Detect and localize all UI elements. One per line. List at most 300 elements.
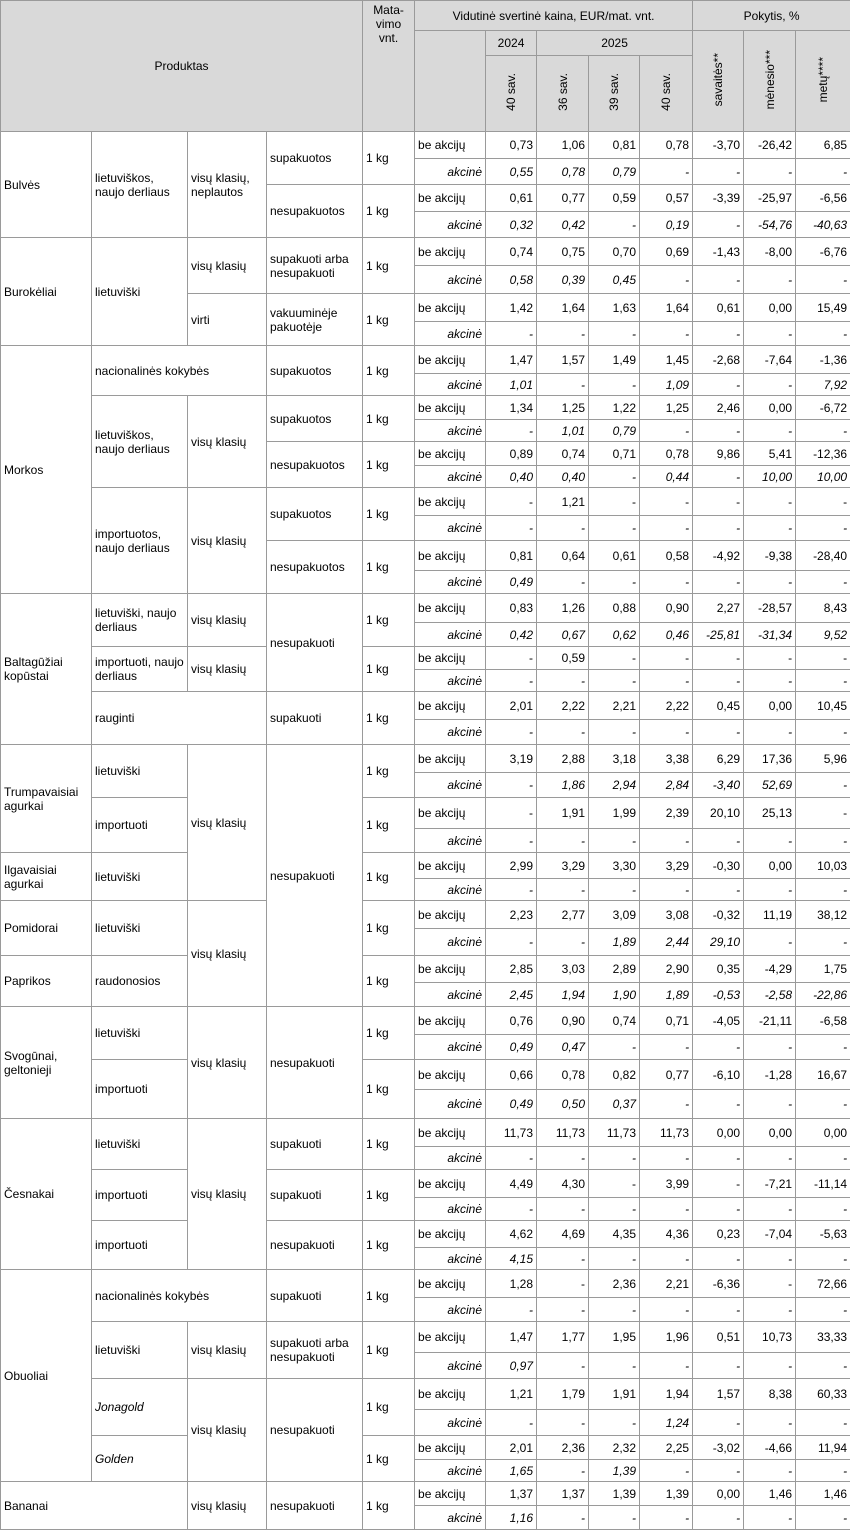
value-cell: -2,58: [744, 983, 796, 1007]
value-cell: -4,66: [744, 1436, 796, 1460]
value-cell: 3,03: [537, 956, 589, 983]
header-blank: [415, 31, 486, 132]
price-type: akcinė: [415, 1460, 486, 1482]
value-cell: 1,39: [640, 1482, 693, 1506]
table-row: [1, 1007, 850, 1035]
value-cell: 0,37: [589, 1090, 640, 1119]
value-cell: -: [796, 1147, 850, 1170]
table-row: [1, 853, 850, 879]
value-cell: -: [537, 1460, 589, 1482]
value-cell: 1,24: [640, 1410, 693, 1436]
table-body: [1, 132, 850, 1530]
row-label: Golden: [92, 1436, 188, 1482]
value-cell: 1,89: [640, 983, 693, 1007]
row-label: visų klasių: [188, 238, 267, 294]
value-cell: -4,05: [693, 1007, 744, 1035]
value-cell: 0,58: [640, 541, 693, 571]
value-cell: -: [486, 929, 537, 956]
header-pokytis: Pokytis, %: [693, 1, 850, 31]
value-cell: -: [640, 1298, 693, 1322]
value-cell: 2,84: [640, 773, 693, 798]
value-cell: -: [744, 1090, 796, 1119]
value-cell: -: [693, 488, 744, 516]
value-cell: -: [796, 1035, 850, 1060]
value-cell: 0,00: [744, 692, 796, 720]
row-label: supakuoti: [267, 1170, 363, 1221]
price-type: be akcijų: [415, 745, 486, 773]
value-cell: -4,29: [744, 956, 796, 983]
value-cell: 2,21: [589, 692, 640, 720]
value-cell: 17,36: [744, 745, 796, 773]
value-cell: -0,32: [693, 901, 744, 929]
value-cell: 2,23: [486, 901, 537, 929]
price-type: be akcijų: [415, 1060, 486, 1090]
value-cell: 1,91: [537, 798, 589, 829]
value-cell: 11,73: [486, 1119, 537, 1147]
unit-cell: 1 kg: [363, 594, 415, 647]
value-cell: -: [537, 1198, 589, 1221]
value-cell: -: [796, 322, 850, 346]
value-cell: 2,22: [640, 692, 693, 720]
value-cell: -6,58: [796, 1007, 850, 1035]
value-cell: 0,75: [537, 238, 589, 266]
value-cell: 2,32: [589, 1436, 640, 1460]
value-cell: 1,42: [486, 294, 537, 322]
value-cell: 2,89: [589, 956, 640, 983]
value-cell: -0,30: [693, 853, 744, 879]
value-cell: -: [693, 1460, 744, 1482]
value-cell: -7,04: [744, 1221, 796, 1248]
row-label: Jonagold: [92, 1379, 188, 1436]
table-row: [1, 1060, 850, 1090]
value-cell: -: [537, 879, 589, 901]
price-type: akcinė: [415, 1298, 486, 1322]
value-cell: -: [537, 1147, 589, 1170]
value-cell: -: [744, 488, 796, 516]
value-cell: 3,19: [486, 745, 537, 773]
table-row: [1, 798, 850, 829]
value-cell: 5,41: [744, 442, 796, 466]
price-type: akcinė: [415, 720, 486, 745]
price-type: akcinė: [415, 670, 486, 692]
value-cell: 0,00: [693, 1482, 744, 1506]
value-cell: -54,76: [744, 212, 796, 238]
value-cell: -1,28: [744, 1060, 796, 1090]
value-cell: -3,02: [693, 1436, 744, 1460]
value-cell: -: [486, 1298, 537, 1322]
value-cell: 1,96: [640, 1322, 693, 1353]
header-week-36: 36 sav.: [537, 56, 589, 132]
value-cell: -: [486, 773, 537, 798]
value-cell: 1,64: [537, 294, 589, 322]
value-cell: 16,67: [796, 1060, 850, 1090]
value-cell: 0,42: [486, 623, 537, 647]
value-cell: 1,46: [796, 1482, 850, 1506]
value-cell: -: [589, 1147, 640, 1170]
value-cell: -: [693, 159, 744, 185]
value-cell: 0,76: [486, 1007, 537, 1035]
value-cell: -2,68: [693, 346, 744, 374]
value-cell: -: [537, 571, 589, 594]
value-cell: 10,03: [796, 853, 850, 879]
value-cell: 0,49: [486, 571, 537, 594]
header-week-40-2024: 40 sav.: [486, 56, 537, 132]
value-cell: -: [537, 1410, 589, 1436]
row-label: lietuviški, naujo derliaus: [92, 594, 188, 647]
price-type: akcinė: [415, 983, 486, 1007]
value-cell: 0,32: [486, 212, 537, 238]
price-type: be akcijų: [415, 692, 486, 720]
row-label: nesupakuotos: [267, 541, 363, 594]
row-label: Bulvės: [1, 132, 92, 238]
value-cell: 0,58: [486, 266, 537, 294]
value-cell: 0,00: [796, 1119, 850, 1147]
table-row: [1, 901, 850, 929]
value-cell: -3,40: [693, 773, 744, 798]
value-cell: 3,38: [640, 745, 693, 773]
value-cell: -: [744, 516, 796, 541]
value-cell: -: [589, 212, 640, 238]
row-label: lietuviški: [92, 745, 188, 798]
value-cell: 9,86: [693, 442, 744, 466]
price-type: akcinė: [415, 374, 486, 396]
price-type: be akcijų: [415, 1436, 486, 1460]
price-type: akcinė: [415, 929, 486, 956]
price-type: akcinė: [415, 829, 486, 853]
header-week-39: 39 sav.: [589, 56, 640, 132]
value-cell: -: [589, 1170, 640, 1198]
value-cell: -: [693, 420, 744, 442]
value-cell: 4,36: [640, 1221, 693, 1248]
value-cell: -: [796, 1460, 850, 1482]
value-cell: -: [744, 929, 796, 956]
value-cell: 29,10: [693, 929, 744, 956]
value-cell: 11,73: [589, 1119, 640, 1147]
value-cell: -: [537, 516, 589, 541]
price-type: be akcijų: [415, 647, 486, 670]
value-cell: -: [537, 720, 589, 745]
row-label: nacionalinės kokybės: [92, 346, 267, 396]
value-cell: -: [796, 670, 850, 692]
value-cell: -5,63: [796, 1221, 850, 1248]
value-cell: -: [537, 1506, 589, 1530]
value-cell: -: [640, 1353, 693, 1379]
value-cell: -: [796, 1410, 850, 1436]
value-cell: 0,00: [744, 1119, 796, 1147]
value-cell: 2,90: [640, 956, 693, 983]
value-cell: 1,21: [486, 1379, 537, 1410]
value-cell: 0,78: [537, 1060, 589, 1090]
value-cell: -: [796, 1506, 850, 1530]
row-label: visų klasių: [188, 1119, 267, 1270]
value-cell: -: [486, 516, 537, 541]
value-cell: -: [744, 1198, 796, 1221]
row-label: nesupakuoti: [267, 1379, 363, 1482]
value-cell: -: [744, 374, 796, 396]
unit-cell: 1 kg: [363, 692, 415, 745]
value-cell: 3,09: [589, 901, 640, 929]
value-cell: 1,47: [486, 1322, 537, 1353]
value-cell: 33,33: [796, 1322, 850, 1353]
value-cell: 0,00: [744, 853, 796, 879]
value-cell: -: [589, 1353, 640, 1379]
table-row: [1, 396, 850, 420]
unit-cell: 1 kg: [363, 1119, 415, 1170]
value-cell: 0,59: [537, 647, 589, 670]
value-cell: 10,00: [744, 466, 796, 488]
value-cell: -: [537, 322, 589, 346]
value-cell: 0,97: [486, 1353, 537, 1379]
value-cell: -0,53: [693, 983, 744, 1007]
value-cell: 1,79: [537, 1379, 589, 1410]
value-cell: 1,94: [640, 1379, 693, 1410]
value-cell: -: [796, 1298, 850, 1322]
value-cell: 0,61: [589, 541, 640, 571]
value-cell: -: [640, 1248, 693, 1270]
header-matavimo: Mata-vimo vnt.: [363, 1, 415, 132]
table-header: [1, 1, 850, 132]
value-cell: -: [537, 1353, 589, 1379]
value-cell: 1,28: [486, 1270, 537, 1298]
value-cell: 0,50: [537, 1090, 589, 1119]
value-cell: -: [693, 1198, 744, 1221]
value-cell: -: [486, 879, 537, 901]
value-cell: 0,23: [693, 1221, 744, 1248]
value-cell: 2,01: [486, 1436, 537, 1460]
value-cell: -: [589, 720, 640, 745]
value-cell: 1,63: [589, 294, 640, 322]
value-cell: 10,00: [796, 466, 850, 488]
value-cell: 1,89: [589, 929, 640, 956]
value-cell: -: [486, 1147, 537, 1170]
unit-cell: 1 kg: [363, 541, 415, 594]
value-cell: -: [744, 266, 796, 294]
value-cell: 0,62: [589, 623, 640, 647]
price-type: akcinė: [415, 516, 486, 541]
value-cell: -6,56: [796, 185, 850, 212]
value-cell: 1,39: [589, 1460, 640, 1482]
value-cell: 0,78: [640, 132, 693, 159]
value-cell: 60,33: [796, 1379, 850, 1410]
table-row: [1, 1379, 850, 1410]
value-cell: 3,29: [640, 853, 693, 879]
value-cell: -: [589, 879, 640, 901]
table-row: [1, 647, 850, 670]
value-cell: 8,38: [744, 1379, 796, 1410]
price-type: be akcijų: [415, 132, 486, 159]
value-cell: 0,45: [693, 692, 744, 720]
value-cell: -: [693, 1248, 744, 1270]
value-cell: -: [796, 1090, 850, 1119]
value-cell: 0,74: [589, 1007, 640, 1035]
unit-cell: 1 kg: [363, 238, 415, 294]
value-cell: -: [693, 1090, 744, 1119]
price-type: akcinė: [415, 159, 486, 185]
value-cell: -: [537, 1298, 589, 1322]
unit-cell: 1 kg: [363, 1436, 415, 1482]
row-label: visų klasių: [188, 1482, 267, 1530]
value-cell: 3,30: [589, 853, 640, 879]
value-cell: 1,01: [486, 374, 537, 396]
price-type: akcinė: [415, 1248, 486, 1270]
value-cell: -28,40: [796, 541, 850, 571]
row-label: importuoti: [92, 1060, 188, 1119]
value-cell: 2,36: [537, 1436, 589, 1460]
value-cell: 1,99: [589, 798, 640, 829]
value-cell: -6,72: [796, 396, 850, 420]
value-cell: -: [589, 1248, 640, 1270]
value-cell: -26,42: [744, 132, 796, 159]
price-type: akcinė: [415, 466, 486, 488]
value-cell: -: [640, 1460, 693, 1482]
row-label: lietuviškos, naujo derliaus: [92, 396, 188, 488]
value-cell: 2,01: [486, 692, 537, 720]
value-cell: 0,90: [537, 1007, 589, 1035]
row-label: importuoti: [92, 798, 188, 853]
row-label: supakuotos: [267, 346, 363, 396]
value-cell: -6,10: [693, 1060, 744, 1090]
value-cell: 0,88: [589, 594, 640, 623]
value-cell: 1,64: [640, 294, 693, 322]
price-type: be akcijų: [415, 294, 486, 322]
table-row: [1, 1436, 850, 1460]
value-cell: 1,75: [796, 956, 850, 983]
unit-cell: 1 kg: [363, 1482, 415, 1530]
table-row: [1, 1482, 850, 1506]
row-label: importuoti: [92, 1221, 188, 1270]
value-cell: 0,42: [537, 212, 589, 238]
value-cell: 1,39: [589, 1482, 640, 1506]
price-type: akcinė: [415, 212, 486, 238]
value-cell: -: [744, 1460, 796, 1482]
value-cell: 4,62: [486, 1221, 537, 1248]
value-cell: -: [744, 322, 796, 346]
value-cell: 1,65: [486, 1460, 537, 1482]
value-cell: -: [693, 1506, 744, 1530]
row-label: visų klasių: [188, 488, 267, 594]
value-cell: -: [589, 1198, 640, 1221]
value-cell: -: [796, 773, 850, 798]
row-label: Česnakai: [1, 1119, 92, 1270]
price-type: be akcijų: [415, 185, 486, 212]
value-cell: 0,00: [744, 396, 796, 420]
row-label: vakuuminėje pakuotėje: [267, 294, 363, 346]
value-cell: -: [744, 670, 796, 692]
value-cell: -: [589, 647, 640, 670]
row-label: visų klasių: [188, 647, 267, 692]
value-cell: -: [640, 1090, 693, 1119]
value-cell: -: [640, 670, 693, 692]
value-cell: 0,47: [537, 1035, 589, 1060]
value-cell: -: [744, 1506, 796, 1530]
price-type: be akcijų: [415, 1007, 486, 1035]
value-cell: -: [640, 322, 693, 346]
value-cell: -: [693, 322, 744, 346]
value-cell: 52,69: [744, 773, 796, 798]
value-cell: 0,49: [486, 1090, 537, 1119]
value-cell: 0,79: [589, 159, 640, 185]
value-cell: 3,08: [640, 901, 693, 929]
table-row: [1, 1270, 850, 1298]
value-cell: 1,90: [589, 983, 640, 1007]
value-cell: 9,52: [796, 623, 850, 647]
price-type: akcinė: [415, 571, 486, 594]
value-cell: 1,34: [486, 396, 537, 420]
value-cell: -: [486, 829, 537, 853]
value-cell: -21,11: [744, 1007, 796, 1035]
value-cell: -: [796, 1353, 850, 1379]
value-cell: 2,21: [640, 1270, 693, 1298]
value-cell: 3,99: [640, 1170, 693, 1198]
value-cell: 1,25: [640, 396, 693, 420]
value-cell: -: [640, 420, 693, 442]
row-label: importuoti, naujo derliaus: [92, 647, 188, 692]
value-cell: -: [796, 159, 850, 185]
price-type: akcinė: [415, 1506, 486, 1530]
value-cell: -: [744, 1035, 796, 1060]
value-cell: 0,39: [537, 266, 589, 294]
header-year-2024: 2024: [486, 31, 537, 56]
value-cell: -: [537, 829, 589, 853]
value-cell: -: [486, 1198, 537, 1221]
value-cell: -: [796, 1248, 850, 1270]
value-cell: -11,14: [796, 1170, 850, 1198]
row-label: Burokėliai: [1, 238, 92, 346]
value-cell: -: [796, 516, 850, 541]
price-type: be akcijų: [415, 442, 486, 466]
row-label: lietuviški: [92, 901, 188, 956]
row-label: visų klasių: [188, 1007, 267, 1119]
value-cell: -: [693, 1035, 744, 1060]
value-cell: 1,21: [537, 488, 589, 516]
value-cell: -: [537, 1248, 589, 1270]
value-cell: -: [744, 420, 796, 442]
value-cell: -12,36: [796, 442, 850, 466]
value-cell: 4,69: [537, 1221, 589, 1248]
value-cell: -: [693, 1410, 744, 1436]
price-type: akcinė: [415, 1353, 486, 1379]
header-produktas: Produktas: [1, 1, 363, 132]
row-label: Pomidorai: [1, 901, 92, 956]
value-cell: -: [640, 1506, 693, 1530]
value-cell: 11,94: [796, 1436, 850, 1460]
value-cell: -7,21: [744, 1170, 796, 1198]
row-label: Obuoliai: [1, 1270, 92, 1482]
header-menesio: mėnesio***: [744, 31, 796, 132]
value-cell: -: [693, 212, 744, 238]
value-cell: 0,77: [640, 1060, 693, 1090]
row-label: nesupakuoti: [267, 1007, 363, 1119]
value-cell: -: [693, 374, 744, 396]
price-type: akcinė: [415, 879, 486, 901]
row-label: lietuviški: [92, 1007, 188, 1060]
value-cell: 0,74: [486, 238, 537, 266]
price-type: be akcijų: [415, 853, 486, 879]
price-type: be akcijų: [415, 238, 486, 266]
value-cell: 0,81: [589, 132, 640, 159]
row-label: lietuviški: [92, 1119, 188, 1170]
value-cell: 0,70: [589, 238, 640, 266]
value-cell: -: [796, 488, 850, 516]
value-cell: -: [486, 322, 537, 346]
value-cell: 0,44: [640, 466, 693, 488]
value-cell: 5,96: [796, 745, 850, 773]
row-label: Paprikos: [1, 956, 92, 1007]
value-cell: -: [693, 466, 744, 488]
value-cell: -: [693, 1353, 744, 1379]
value-cell: -: [693, 647, 744, 670]
value-cell: -: [486, 670, 537, 692]
